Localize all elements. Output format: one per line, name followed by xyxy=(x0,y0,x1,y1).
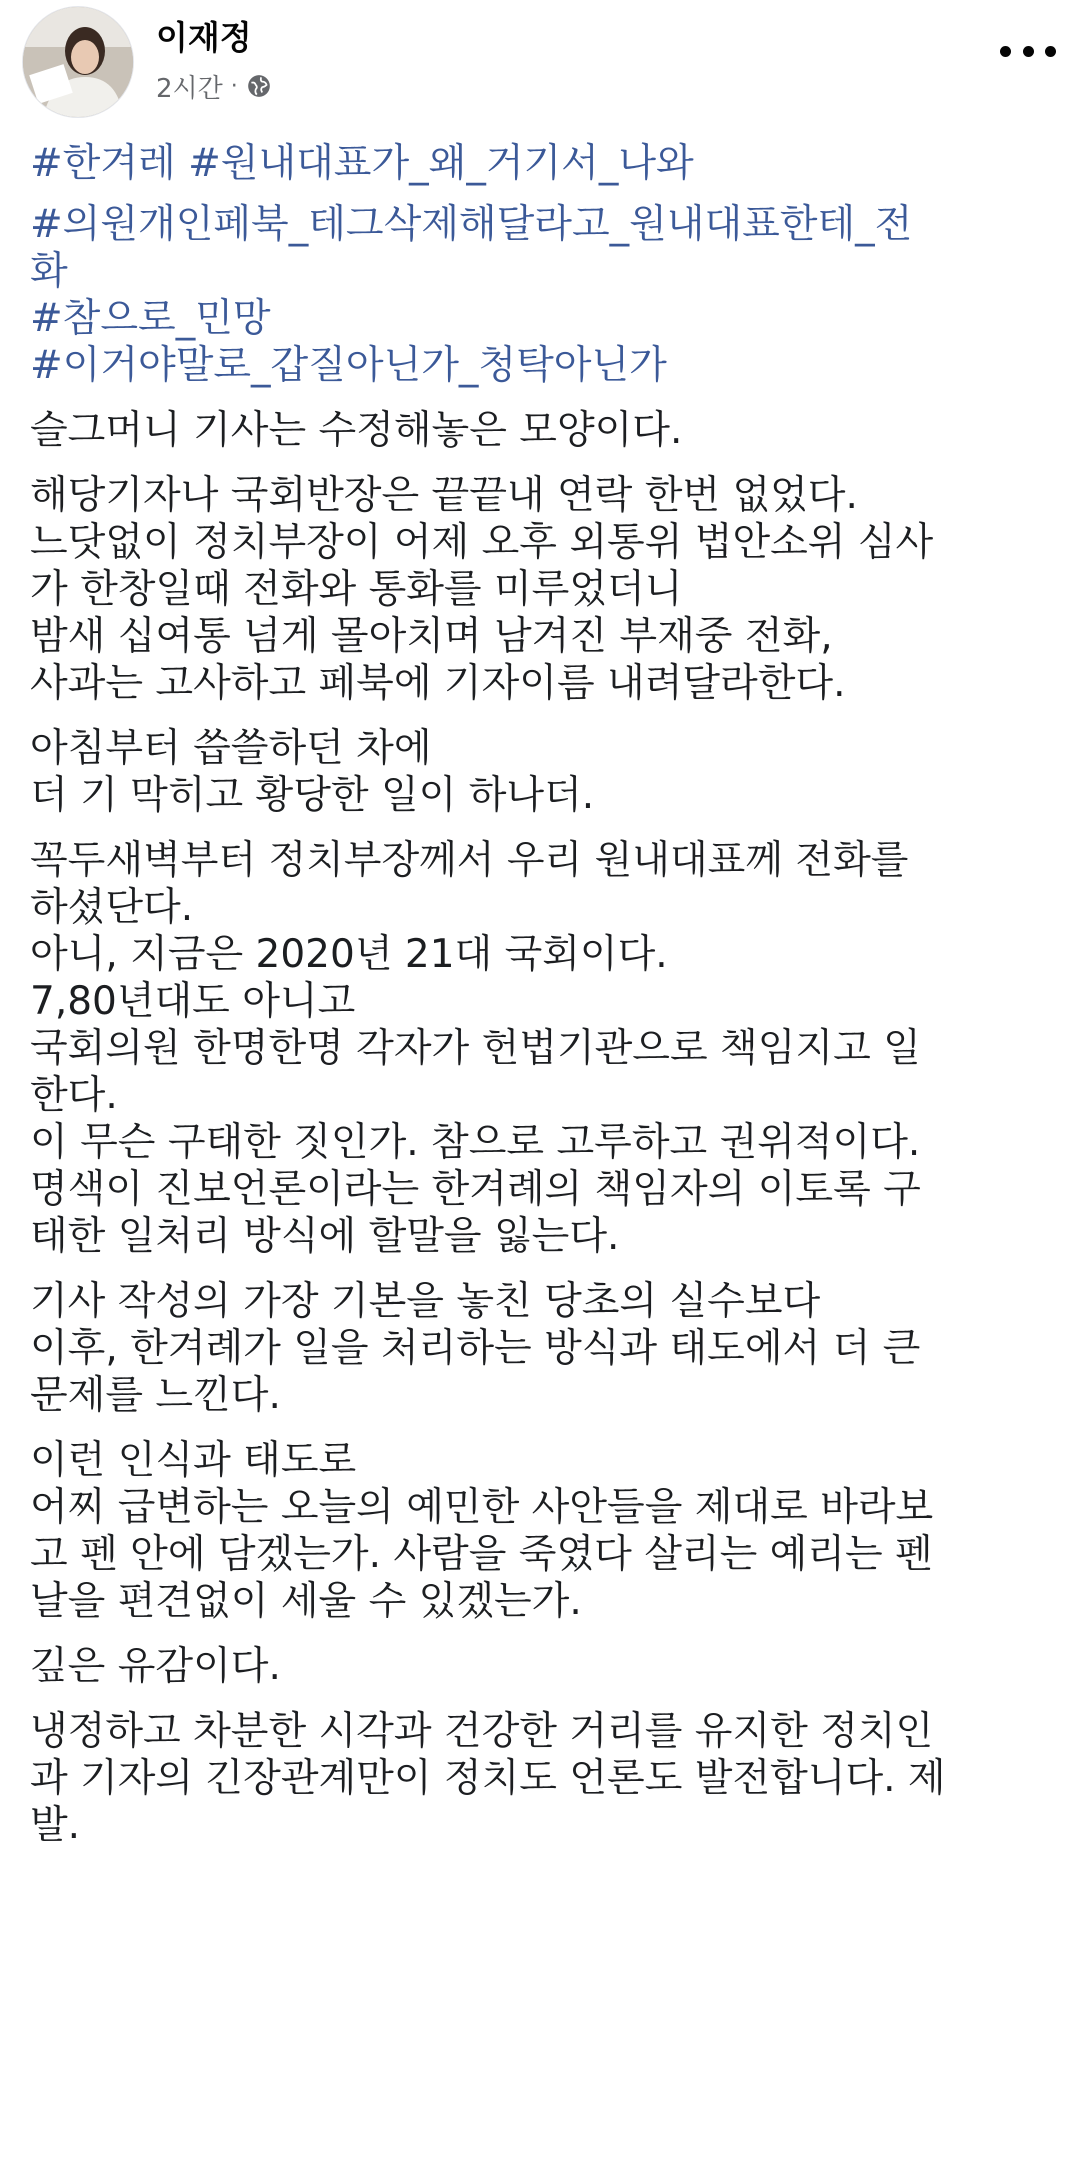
text-line: 어찌 급변하는 오늘의 예민한 사안들을 제대로 바라보 xyxy=(30,1485,934,1530)
text-line: 문제를 느낀다. xyxy=(30,1373,281,1418)
text-line: 7,80년대도 아니고 xyxy=(30,979,356,1024)
text-line: 한다. xyxy=(30,1073,118,1118)
text-line: 태한 일처리 방식에 할말을 잃는다. xyxy=(30,1214,620,1259)
text-line: 이 무슨 구태한 짓인가. 참으로 고루하고 권위적이다. xyxy=(30,1120,921,1165)
text-line: 아침부터 씁쓸하던 차에 xyxy=(30,726,432,771)
text-line: 가 한창일때 전화와 통화를 미루었더니 xyxy=(30,567,683,612)
text-line: 이후, 한겨례가 일을 처리하는 방식과 태도에서 더 큰 xyxy=(30,1326,921,1371)
text-line: 해당기자나 국회반장은 끝끝내 연락 한번 없었다. xyxy=(30,473,858,518)
hashtag-line[interactable]: #의원개인페북_테그삭제해달라고_원내대표한테_전 xyxy=(30,202,913,247)
text-line: 슬그머니 기사는 수정해놓은 모양이다. xyxy=(30,408,683,453)
text-line: 더 기 막히고 황당한 일이 하나더. xyxy=(30,773,595,818)
post-paragraph xyxy=(30,1643,1060,1690)
post-meta xyxy=(156,68,272,104)
text-line: 고 펜 안에 담겠는가. 사람을 죽였다 살리는 예리는 펜 xyxy=(30,1532,933,1577)
text-line: 하셨단다. xyxy=(30,885,194,930)
text-line: 느닷없이 정치부장이 어제 오후 외통위 법안소위 심사 xyxy=(30,520,934,565)
post-timestamp[interactable]: 2시간 xyxy=(156,73,223,104)
post-paragraph xyxy=(30,1437,1060,1625)
text-line: 이런 인식과 태도로 xyxy=(30,1438,357,1483)
text-line: 기사 작성의 가장 기본을 놓친 당초의 실수보다 xyxy=(30,1279,821,1324)
more-dot xyxy=(1023,46,1034,57)
text-line: 날을 편견없이 세울 수 있겠는가. xyxy=(30,1579,582,1624)
hashtag-line[interactable]: #참으로_민망 xyxy=(30,296,271,341)
text-line: 아니, 지금은 2020년 21대 국회이다. xyxy=(30,932,668,977)
post-body xyxy=(30,140,1060,1867)
text-line: 과 기자의 긴장관계만이 정치도 언론도 발전합니다. 제 xyxy=(30,1756,946,1801)
hashtag-line[interactable]: #이거야말로_갑질아닌가_청탁아닌가 xyxy=(30,343,667,388)
hashtag-line[interactable]: #한겨레 #원내대표가_왜_거기서_나와 xyxy=(30,141,694,186)
post-paragraph xyxy=(30,472,1060,707)
post-header xyxy=(0,0,1080,118)
text-line: 사과는 고사하고 페북에 기자이름 내려달라한다. xyxy=(30,661,846,706)
meta-separator: · xyxy=(230,73,238,99)
text-line: 꼭두새벽부터 정치부장께서 우리 원내대표께 전화를 xyxy=(30,838,909,883)
post-paragraph xyxy=(30,1708,1060,1849)
text-line: 밤새 십여통 넘게 몰아치며 남겨진 부재중 전화, xyxy=(30,614,833,659)
author-name[interactable]: 이재정 xyxy=(156,18,252,57)
post-paragraph xyxy=(30,725,1060,819)
more-options-icon[interactable] xyxy=(1000,36,1056,66)
author-avatar[interactable] xyxy=(22,6,134,118)
more-dot xyxy=(1000,46,1011,57)
text-line: 발. xyxy=(30,1803,81,1848)
hashtag-line[interactable]: 화 xyxy=(30,249,68,294)
text-line: 명색이 진보언론이라는 한겨례의 책임자의 이토록 구 xyxy=(30,1167,921,1212)
globe-icon[interactable] xyxy=(246,73,272,99)
text-line: 냉정하고 차분한 시각과 건강한 거리를 유지한 정치인 xyxy=(30,1709,934,1754)
text-line: 깊은 유감이다. xyxy=(30,1644,281,1689)
hashtag-block xyxy=(30,140,1060,389)
post-paragraph xyxy=(30,407,1060,454)
text-line: 국회의원 한명한명 각자가 헌법기관으로 책임지고 일 xyxy=(30,1026,921,1071)
more-dot xyxy=(1045,46,1056,57)
post-paragraph xyxy=(30,837,1060,1260)
avatar-photo xyxy=(23,7,133,117)
post-paragraph xyxy=(30,1278,1060,1419)
